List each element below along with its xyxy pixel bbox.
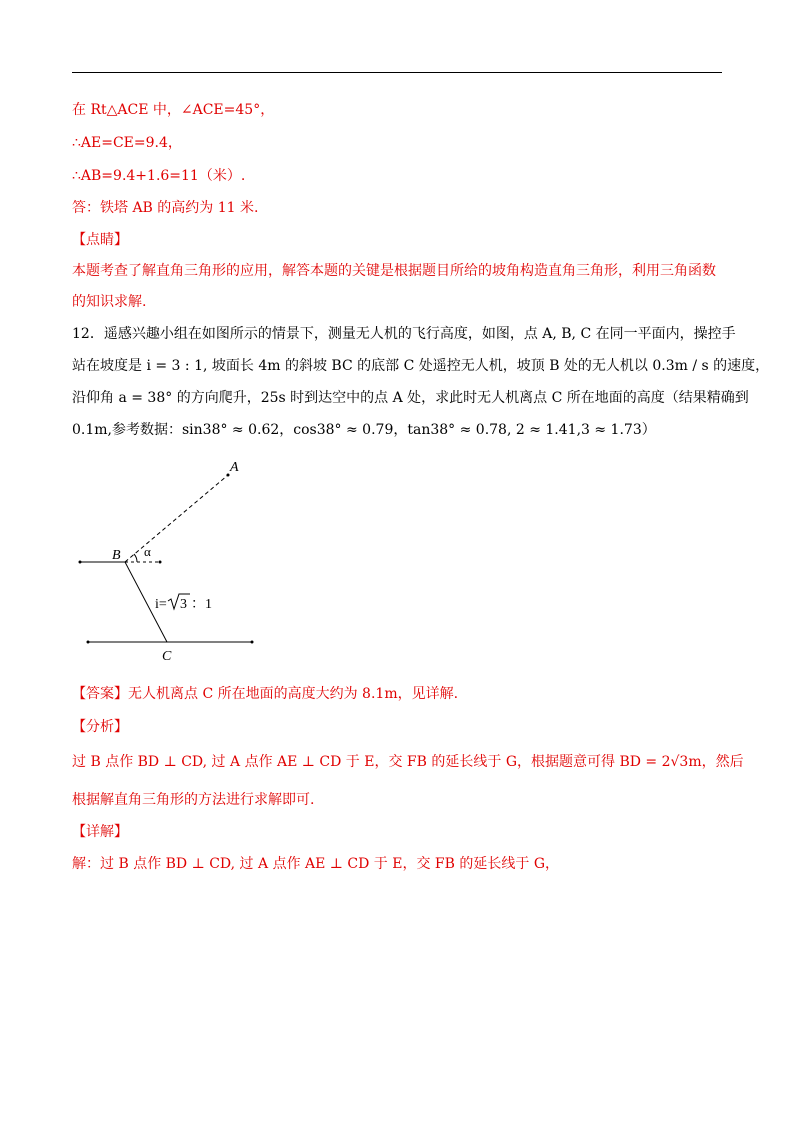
answer-line: 【答案】无人机离点 C 所在地面的高度大约为 8.1m，见详解. bbox=[72, 686, 459, 702]
comment-text-1: 本题考查了解直角三角形的应用，解答本题的关键是根据题目所给的坡角构造直角三角形，利用三角函数 bbox=[72, 263, 716, 279]
problem-line-3: 沿仰角 a = 38° 的方向爬升，25s 时到达空中的点 A 处，求此时无人机离点 C 所在地面的高度（结果精确到 bbox=[72, 390, 749, 406]
label-c: C bbox=[162, 649, 172, 664]
bottom-ground-right-dot bbox=[251, 641, 254, 644]
problem-line-2: 站在坡度是 i = 3 : 1, 坡面长 4m 的斜坡 BC 的底部 C 处遥控无人机，坡顶 B 处的无人机以 0.3m / s 的速度， bbox=[72, 358, 770, 374]
problem-line-4: 0.1m,参考数据：sin38° ≈ 0.62，cos38° ≈ 0.79，tan38° ≈ 0.78, 2 ≈ 1.41,3 ≈ 1.73） bbox=[72, 422, 656, 438]
top-ground-end-dot bbox=[79, 561, 82, 564]
solution-line-2: ∴AE=CE=9.4， bbox=[72, 135, 182, 151]
slope-label-suffix: ：1 bbox=[191, 597, 212, 612]
comment-text-2: 的知识求解. bbox=[72, 294, 147, 310]
detail-heading: 【详解】 bbox=[72, 824, 128, 840]
header-rule bbox=[72, 72, 722, 73]
problem-line-1: 12．遥感兴趣小组在如图所示的情景下，测量无人机的飞行高度，如图，点 A, B, C 在同一平面内，操控手 bbox=[72, 326, 736, 342]
analysis-line-2: 根据解直角三角形的方法进行求解即可. bbox=[72, 792, 315, 808]
comment-heading: 【点睛】 bbox=[72, 232, 128, 248]
slope-label-radicand: 3 bbox=[180, 597, 187, 612]
horizontal-end-dot bbox=[159, 561, 162, 564]
solution-answer-line: 答：铁塔 AB 的高约为 11 米. bbox=[72, 200, 259, 216]
label-alpha: α bbox=[144, 544, 151, 559]
label-a: A bbox=[230, 460, 239, 475]
angle-arc bbox=[134, 554, 137, 562]
solution-line-1: 在 Rt△ACE 中，∠ACE=45°， bbox=[72, 102, 275, 118]
solution-line-3: ∴AB=9.4+1.6=11（米）. bbox=[72, 168, 246, 184]
detail-line-1: 解：过 B 点作 BD ⊥ CD, 过 A 点作 AE ⊥ CD 于 E，交 FB 的延长线于 G， bbox=[72, 856, 560, 872]
label-b: B bbox=[112, 548, 121, 563]
problem-figure bbox=[0, 450, 300, 670]
bottom-ground-left-dot bbox=[87, 641, 90, 644]
analysis-line-1: 过 B 点作 BD ⊥ CD, 过 A 点作 AE ⊥ CD 于 E，交 FB 的延长线于 G，根据题意可得 BD = 2√3m，然后 bbox=[72, 754, 744, 770]
climb-dashed-line bbox=[125, 475, 228, 562]
slope-label-prefix: i= bbox=[155, 597, 167, 612]
analysis-heading: 【分析】 bbox=[72, 719, 128, 735]
